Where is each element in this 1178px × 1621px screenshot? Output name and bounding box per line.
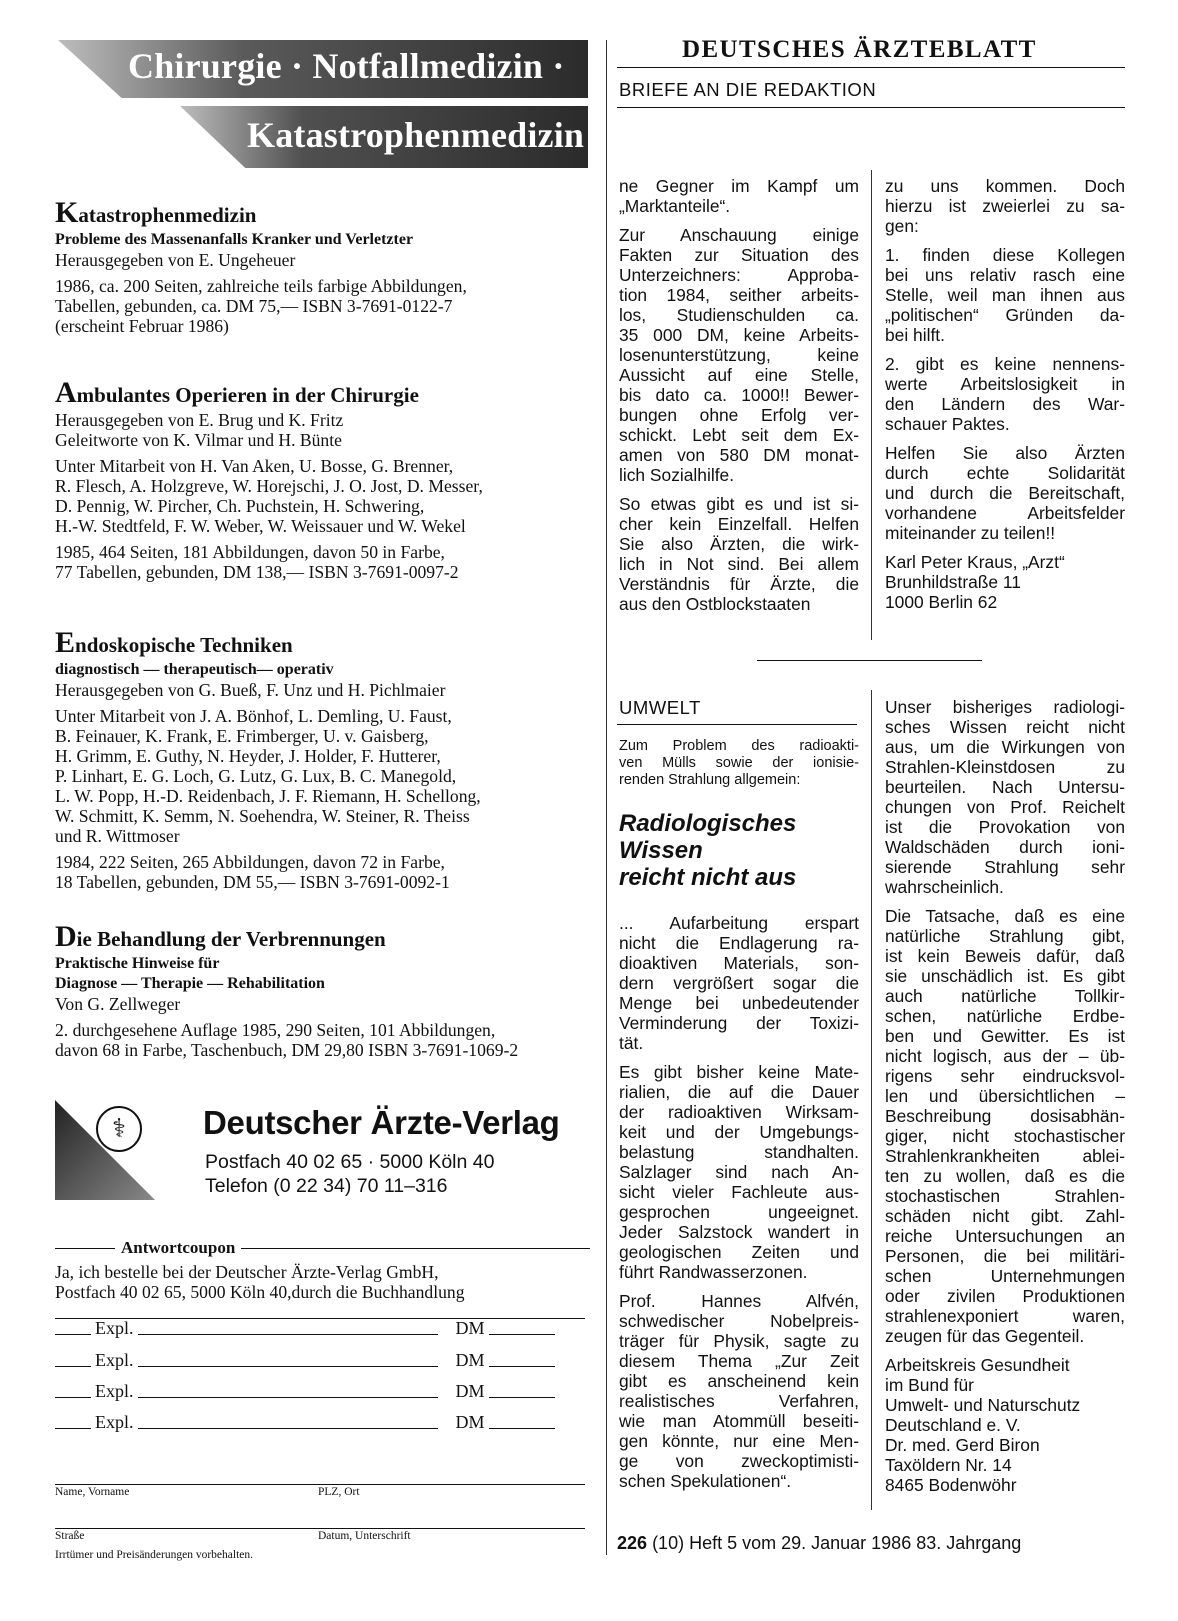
text-line: lich in Not sind. Bei allem [619, 554, 859, 574]
text-line: Stelle, weil man ihnen aus [885, 285, 1125, 305]
text-line: sie unschädlich ist. Es gibt [885, 966, 1125, 986]
text-line: den Ländern des War- [885, 394, 1125, 414]
intro-line: renden Strahlung allgemein: [619, 772, 801, 788]
text-line: Fakten zur Situation des [619, 245, 859, 265]
street-field-line[interactable] [55, 1528, 585, 1529]
umwelt-paragraph [885, 697, 1125, 897]
book-title [55, 626, 590, 659]
text-line: losenunterstützung, keine [619, 345, 859, 365]
text-line: Zur Anschauung einige [619, 225, 859, 245]
text-line: „politischen“ Gründen da- [885, 305, 1125, 325]
signature-line: Brunhildstraße 11 [885, 572, 1021, 592]
text-line: bei hilft. [885, 325, 945, 345]
text-line: Jeder Salzstock wandert in [619, 1222, 859, 1242]
book-title-rest: mbulantes Operieren in der Chirurgie [76, 383, 419, 407]
banner-title-line1: Chirurgie · Notfallmedizin · [128, 46, 565, 86]
book-details: Tabellen, gebunden, ca. DM 75,— ISBN 3-7691-0122-7 [55, 296, 453, 316]
plz-label: PLZ, Ort [318, 1486, 360, 1498]
text-line: ... Aufarbeitung erspart [619, 913, 859, 933]
book-entry [55, 626, 590, 892]
book-title-initial: D [55, 920, 77, 953]
price-field[interactable] [489, 1396, 555, 1398]
text-line: miteinander zu teilen!! [885, 523, 1056, 543]
coupon-rule-right [241, 1248, 590, 1249]
text-line: gesprochen ungeeignet. [619, 1202, 859, 1222]
quantity-field[interactable] [55, 1427, 91, 1429]
coupon-text-line: Postfach 40 02 65, 5000 Köln 40,durch die Buchhandlung [55, 1282, 465, 1302]
text-line: ist die Provokation von [885, 817, 1125, 837]
text-line: Waldschäden durch ioni- [885, 837, 1125, 857]
date-label: Datum, Unterschrift [318, 1530, 411, 1542]
disclaimer: Irrtümer und Preisänderungen vorbehalten. [55, 1549, 253, 1561]
book-details: 77 Tabellen, gebunden, DM 138,— ISBN 3-7691-0097-2 [55, 562, 459, 582]
text-line: ge von zweckoptimisti- [619, 1451, 859, 1471]
letter-paragraph [885, 176, 1125, 236]
masthead: DEUTSCHES ÄRZTEBLATT [682, 36, 1037, 63]
text-line: realistisches Verfahren, [619, 1391, 859, 1411]
text-line: amen von 580 DM monat- [619, 445, 859, 465]
text-line: und durch die Bereitschaft, [885, 483, 1125, 503]
expl-label: Expl. [95, 1318, 134, 1338]
book-title-initial: K [55, 196, 79, 229]
expl-label: Expl. [95, 1412, 134, 1432]
letter-column-2 [885, 176, 1125, 612]
book-editor: Herausgegeben von E. Ungeheuer [55, 250, 296, 270]
letter-paragraph [619, 494, 859, 614]
order-row [55, 1407, 585, 1433]
caduceus-icon: ⚕ [96, 1106, 142, 1152]
text-line: Verständnis für Ärzte, die [619, 574, 859, 594]
text-line: wahrscheinlich. [885, 877, 1004, 897]
text-line: ten zu wollen, daß es die [885, 1166, 1125, 1186]
headline-line: reicht nicht aus [619, 864, 797, 891]
price-field[interactable] [489, 1427, 555, 1429]
umwelt-column-2 [885, 697, 1125, 1495]
signature-line: Arbeitskreis Gesundheit [885, 1355, 1070, 1375]
text-line: Unser bisheriges radiologi- [885, 697, 1125, 717]
street-label: Straße [55, 1530, 85, 1542]
text-line: bei uns relativ rasch eine [885, 265, 1125, 285]
text-line: hierzu ist zweierlei zu sa- [885, 196, 1125, 216]
text-line: bis dato ca. 1000!! Bewer- [619, 385, 859, 405]
umwelt-signature [885, 1355, 1125, 1495]
headline-line: Wissen [619, 837, 703, 864]
book-entry [55, 196, 590, 336]
book-collaborators: H.-W. Stedtfeld, F. W. Weber, W. Weissauer und W. Wekel [55, 516, 466, 536]
text-line: schen Unternehmungen [885, 1266, 1125, 1286]
signature-line: Taxöldern Nr. 14 [885, 1455, 1012, 1475]
signature-line: Karl Peter Kraus, „Arzt“ [885, 552, 1065, 572]
letter-paragraph [885, 443, 1125, 543]
text-line: Aussicht auf eine Stelle, [619, 365, 859, 385]
coupon-heading [55, 1238, 590, 1258]
book-collaborators: B. Feinauer, K. Frank, E. Frimberger, U. v. Gaisberg, [55, 726, 429, 746]
masthead-rule [617, 67, 1125, 68]
dm-label: DM [455, 1350, 485, 1370]
issue-info: (10) Heft 5 vom 29. Januar 1986 83. Jahrgang [652, 1533, 1022, 1553]
text-line: sicht vieler Fachleute aus- [619, 1182, 859, 1202]
text-line: schäden nicht gibt. Zahl- [885, 1206, 1125, 1226]
text-line: bungen ohne Erfolg ver- [619, 405, 859, 425]
book-details: 18 Tabellen, gebunden, DM 55,— ISBN 3-7691-0092-1 [55, 872, 450, 892]
text-line: aus, um die Wirkungen von [885, 737, 1125, 757]
text-line: schwedischer Nobelpreis- [619, 1311, 859, 1331]
book-collaborators: D. Pennig, W. Pircher, Ch. Puchstein, H. Schwering, [55, 496, 425, 516]
column-divider [606, 40, 607, 1555]
letter-paragraph [885, 354, 1125, 434]
text-line: durch echte Solidarität [885, 463, 1125, 483]
text-line: nicht logisch, aus der – üb- [885, 1046, 1125, 1066]
letter-paragraph [619, 176, 859, 216]
book-title-rest: ndoskopische Techniken [75, 633, 293, 657]
text-line: giger, nicht stochastischer [885, 1126, 1125, 1146]
publisher-name: Deutscher Ärzte-Verlag [203, 1104, 560, 1141]
signature-line: Umwelt- und Naturschutz [885, 1395, 1081, 1415]
coupon-text-line: Ja, ich bestelle bei der Deutscher Ärzte-Verlag GmbH, [55, 1262, 439, 1282]
letter-column-divider [871, 170, 872, 640]
text-line: geologischen Zeiten und [619, 1242, 859, 1262]
text-line: gen: [885, 216, 919, 236]
book-title [55, 920, 590, 953]
text-line: schen, natürliche Erdbe- [885, 1006, 1125, 1026]
text-line: dern vergrößert sogar die [619, 973, 859, 993]
book-collaborators: W. Schmitt, K. Semm, N. Soehendra, W. Steiner, R. Theiss [55, 806, 470, 826]
book-editor: Herausgegeben von G. Bueß, F. Unz und H. Pichlmaier [55, 680, 446, 700]
book-title-rest: ie Behandlung der Verbrennungen [76, 927, 386, 951]
text-line: diesem Thema „Zur Zeit [619, 1351, 859, 1371]
expl-label: Expl. [95, 1381, 134, 1401]
letter-signature [885, 552, 1125, 612]
text-line: keit und der Umgebungs- [619, 1122, 859, 1142]
expl-label: Expl. [95, 1350, 134, 1370]
text-line: tion 1984, seither arbeits- [619, 285, 859, 305]
text-line: Strahlen-Kleinstdosen zu [885, 757, 1125, 777]
title-field[interactable] [138, 1427, 438, 1429]
text-line: Strahlenkrankheiten ablei- [885, 1146, 1125, 1166]
text-line: sierende Strahlung sehr [885, 857, 1125, 877]
book-title-initial: A [55, 376, 77, 409]
quantity-field[interactable] [55, 1333, 91, 1335]
quantity-field[interactable] [55, 1396, 91, 1398]
title-field[interactable] [138, 1333, 438, 1335]
text-line: dioaktiven Materials, son- [619, 953, 859, 973]
dm-label: DM [455, 1381, 485, 1401]
text-line: los, Studienschulden ca. [619, 305, 859, 325]
text-line: auch natürliche Tollkir- [885, 986, 1125, 1006]
text-line: ben und Gewitter. Es ist [885, 1026, 1125, 1046]
text-line: tät. [619, 1033, 644, 1053]
umwelt-paragraph [619, 913, 859, 1053]
umwelt-paragraph [619, 1062, 859, 1282]
book-details: davon 68 in Farbe, Taschenbuch, DM 29,80 ISBN 3-7691-1069-2 [55, 1040, 519, 1060]
book-collaborators: Unter Mitarbeit von H. Van Aken, U. Bosse, G. Brenner, [55, 456, 454, 476]
text-line: natürliche Strahlung gibt, [885, 926, 1125, 946]
section-letters: BRIEFE AN DIE REDAKTION [619, 79, 877, 100]
text-line: oder zivilen Produktionen [885, 1286, 1125, 1306]
quantity-field[interactable] [55, 1365, 91, 1367]
text-line: träger für Physik, sagte zu [619, 1331, 859, 1351]
coupon-rule-left [55, 1248, 115, 1249]
umwelt-column-divider [871, 690, 872, 1510]
title-field[interactable] [138, 1365, 438, 1367]
text-line: reiche Untersuchungen an [885, 1226, 1125, 1246]
book-editor: Von G. Zellweger [55, 994, 181, 1014]
text-line: Verminderung der Toxizi- [619, 1013, 859, 1033]
signature-line: 1000 Berlin 62 [885, 592, 998, 612]
page-number: 226 [617, 1533, 648, 1553]
publisher-phone: Telefon (0 22 34) 70 11–316 [205, 1175, 448, 1197]
text-line: vorhandene Arbeitsfelder [885, 503, 1125, 523]
text-line: nicht die Endlagerung ra- [619, 933, 859, 953]
page-footer [617, 1533, 1021, 1554]
umwelt-paragraph [885, 906, 1125, 1346]
umwelt-headline [619, 810, 859, 891]
book-title-rest: atastrophenmedizin [78, 203, 257, 227]
order-row [55, 1376, 585, 1402]
text-line: Die Tatsache, daß es eine [885, 906, 1125, 926]
text-line: 1. finden diese Kollegen [885, 245, 1125, 265]
text-line: schauer Paktes. [885, 414, 1010, 434]
text-line: Es gibt bisher keine Mate- [619, 1062, 859, 1082]
book-details: 1984, 222 Seiten, 265 Abbildungen, davon 72 in Farbe, [55, 852, 445, 872]
book-entry [55, 920, 590, 1060]
book-entry [55, 376, 590, 582]
book-details: 2. durchgesehene Auflage 1985, 290 Seiten, 101 Abbildungen, [55, 1020, 496, 1040]
text-line: Sie also Ärzten, die wirk- [619, 534, 859, 554]
text-line: gibt es anscheinend kein [619, 1371, 859, 1391]
text-line: strahlenexponiert waren, [885, 1306, 1125, 1326]
book-collaborators: Unter Mitarbeit von J. A. Bönhof, L. Demling, U. Faust, [55, 706, 452, 726]
book-editor: Geleitworte von K. Vilmar und H. Bünte [55, 430, 342, 450]
text-line: Prof. Hannes Alfvén, [619, 1291, 859, 1311]
text-line: chungen von Prof. Reichelt [885, 797, 1125, 817]
order-row [55, 1313, 585, 1339]
book-details: (erscheint Februar 1986) [55, 316, 229, 336]
text-line: führt Randwasserzonen. [619, 1262, 808, 1282]
section-umwelt: UMWELT [619, 697, 701, 718]
umwelt-paragraph [619, 1291, 859, 1491]
text-line: schen Spekulationen“. [619, 1471, 792, 1491]
text-line: wie man Atommüll beseiti- [619, 1411, 859, 1431]
text-line: Beschreibung dosisabhän- [885, 1106, 1125, 1126]
signature-line: Dr. med. Gerd Biron [885, 1435, 1040, 1455]
text-line: stochastischen Strahlen- [885, 1186, 1125, 1206]
text-line: 35 000 DM, keine Arbeits- [619, 325, 859, 345]
book-details: 1985, 464 Seiten, 181 Abbildungen, davon 50 in Farbe, [55, 542, 445, 562]
book-title [55, 196, 590, 229]
text-line: schickt. Lebt seit dem Ex- [619, 425, 859, 445]
book-collaborators: P. Linhart, E. G. Loch, G. Lutz, G. Lux, B. C. Manegold, [55, 766, 457, 786]
book-collaborators: L. W. Popp, H.-D. Reidenbach, J. F. Riemann, H. Schellong, [55, 786, 481, 806]
text-line: ne Gegner im Kampf um [619, 176, 859, 196]
signature-line: im Bund für [885, 1375, 974, 1395]
text-line: Unterzeichners: Approba- [619, 265, 859, 285]
text-line: der radioaktiven Wirksam- [619, 1102, 859, 1122]
name-field-line[interactable] [55, 1484, 585, 1485]
letter-end-rule [757, 660, 982, 661]
text-line: So etwas gibt es und ist si- [619, 494, 859, 514]
book-collaborators: R. Flesch, A. Holzgreve, W. Horejschi, J. O. Jost, D. Messer, [55, 476, 483, 496]
umwelt-intro [619, 738, 859, 789]
signature-line: 8465 Bodenwöhr [885, 1475, 1017, 1495]
text-line: ist kein Beweis dafür, daß [885, 946, 1125, 966]
book-collaborators: H. Grimm, E. Guthy, N. Heyder, J. Holder, F. Hutterer, [55, 746, 441, 766]
text-line: werte Arbeitslosigkeit in [885, 374, 1125, 394]
text-line: „Marktanteile“. [619, 196, 731, 216]
book-details: 1986, ca. 200 Seiten, zahlreiche teils farbige Abbildungen, [55, 276, 467, 296]
banner-title-line2: Katastrophenmedizin [247, 115, 585, 155]
book-title-initial: E [55, 626, 76, 659]
text-line: len und übersichtlichen – [885, 1086, 1125, 1106]
name-label: Name, Vorname [55, 1486, 130, 1498]
price-field[interactable] [489, 1333, 555, 1335]
text-line: beurteilen. Nach Untersu- [885, 777, 1125, 797]
publisher-address [205, 1150, 494, 1198]
intro-line: ven Mülls sowie der ionisie- [619, 755, 859, 771]
letter-paragraph [619, 225, 859, 485]
text-line: Menge bei unbedeutender [619, 993, 859, 1013]
intro-line: Zum Problem des radioakti- [619, 738, 859, 754]
signature-line: Deutschland e. V. [885, 1415, 1021, 1435]
text-line: 2. gibt es keine nennens- [885, 354, 1125, 374]
book-subtitle: Probleme des Massenanfalls Kranker und Verletzter [55, 231, 414, 248]
dm-label: DM [455, 1412, 485, 1432]
text-line: Salzlager sind nach An- [619, 1162, 859, 1182]
book-subtitle: Diagnose — Therapie — Rehabilitation [55, 975, 325, 992]
text-line: belastung standhalten. [619, 1142, 859, 1162]
dm-label: DM [455, 1318, 485, 1338]
letter-paragraph [885, 245, 1125, 345]
text-line: aus den Ostblockstaaten [619, 594, 811, 614]
text-line: Personen, die bei militäri- [885, 1246, 1125, 1266]
umwelt-rule [617, 724, 857, 725]
section-rule [617, 107, 1125, 108]
book-title [55, 376, 590, 409]
order-row [55, 1345, 585, 1371]
text-line: rialien, die auf die Dauer [619, 1082, 859, 1102]
title-field[interactable] [138, 1396, 438, 1398]
text-line: lich Sozialhilfe. [619, 465, 735, 485]
text-line: gen könnte, nur eine Men- [619, 1431, 859, 1451]
book-subtitle: Praktische Hinweise für [55, 955, 220, 972]
text-line: cher kein Einzelfall. Helfen [619, 514, 859, 534]
text-line: zu uns kommen. Doch [885, 176, 1125, 196]
book-collaborators: und R. Wittmoser [55, 826, 180, 846]
coupon-title: Antwortcoupon [121, 1238, 236, 1257]
umwelt-column-1 [619, 913, 859, 1500]
publisher-postfach: Postfach 40 02 65 · 5000 Köln 40 [205, 1151, 495, 1173]
book-editor: Herausgegeben von E. Brug und K. Fritz [55, 410, 344, 430]
letter-column-1 [619, 176, 859, 614]
coupon-text [55, 1262, 585, 1302]
text-line: sches Wissen reicht nicht [885, 717, 1125, 737]
text-line: rigens sehr eindrucksvol- [885, 1066, 1125, 1086]
text-line: Helfen Sie also Ärzten [885, 443, 1125, 463]
text-line: zeugen für das Gegenteil. [885, 1326, 1085, 1346]
headline-line: Radiologisches [619, 810, 797, 837]
book-subtitle: diagnostisch — therapeutisch— operativ [55, 661, 334, 678]
price-field[interactable] [489, 1365, 555, 1367]
